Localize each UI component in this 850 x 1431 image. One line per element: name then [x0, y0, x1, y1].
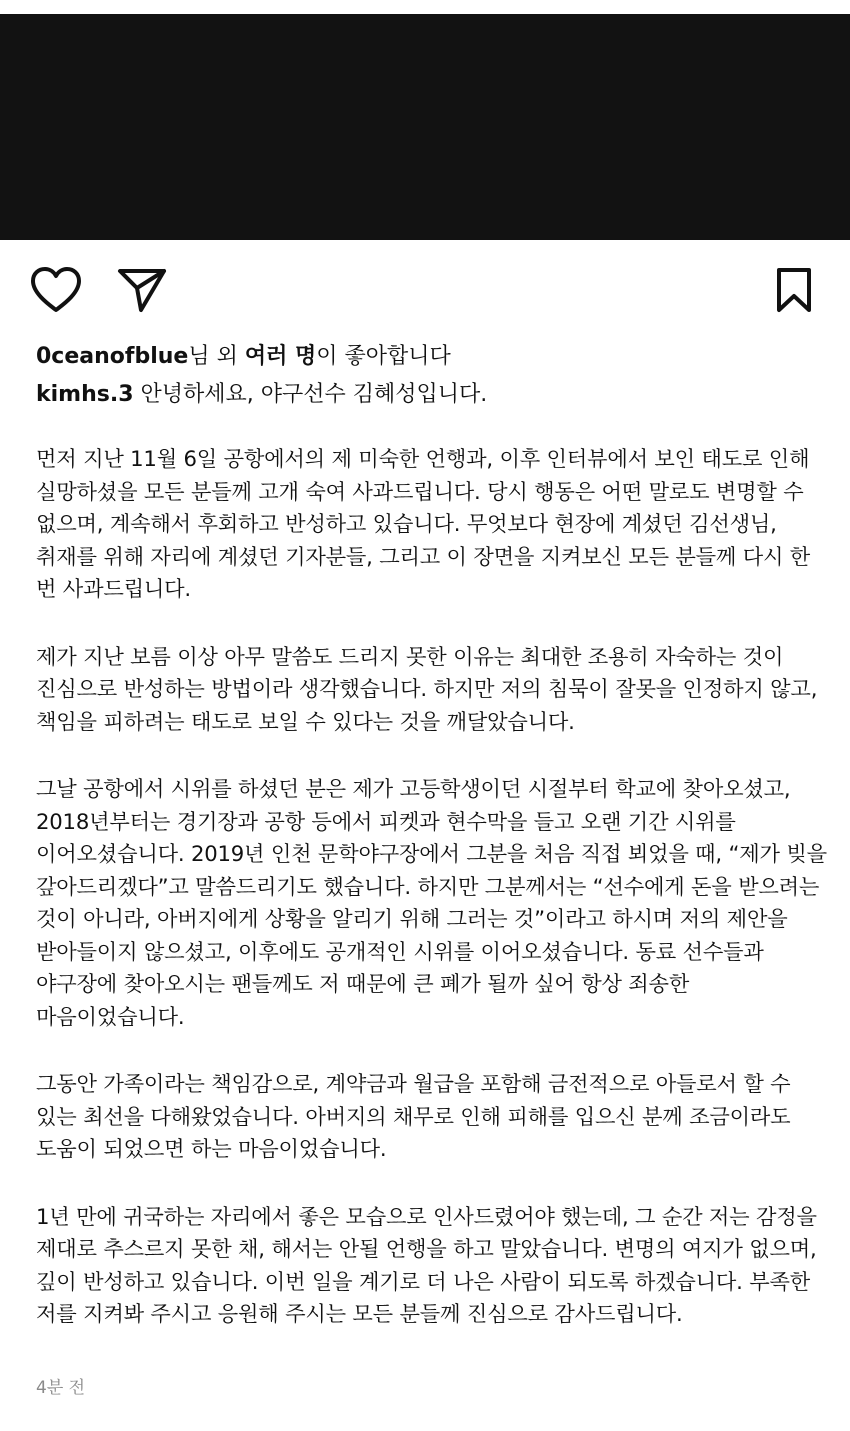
liked-by-tail: 이 좋아합니다 [316, 344, 451, 369]
liked-by-suffix: 님 외 [188, 344, 245, 369]
liked-by-others[interactable]: 여러 명 [244, 344, 317, 369]
paper-plane-icon [116, 266, 168, 314]
caption-body [36, 443, 828, 1366]
like-button[interactable] [28, 262, 84, 318]
share-button[interactable] [114, 262, 170, 318]
caption-first-line: 안녕하세요, 야구선수 김혜성입니다. [133, 382, 488, 407]
caption-header [36, 378, 826, 412]
caption-paragraph: 그날 공항에서 시위를 하셨던 분은 제가 고등학생이던 시절부터 학교에 찾아오셨고, 2018년부터는 경기장과 공항 등에서 피켓과 현수막을 들고 오랜 기간 시위를 이어오셨습니다. 2019년 인천 문학야구장에서 그분을 처음 직접 뵈었을 때, “제가 빚을 갚아드리겠다”고 말씀드리기도 했습니다. 하지만 그분께서는 “선수에게 돈을 받으려는 것이 아니라, 아버지에게 상황을 알리기 위해 그러는 것”이라고 하시며 저의 제안을 받아들이지 않으셨고, 이후에도 공개적인 시위를 이어오셨습니다. 동료 선수들과 야구장에 찾아오시는 팬들께도 저 때문에 큰 폐가 될까 싶어 항상 죄송한 마음이었습니다. [36, 776, 827, 1029]
caption-paragraph: 1년 만에 귀국하는 자리에서 좋은 모습으로 인사드렸어야 했는데, 그 순간 저는 감정을 제대로 추스르지 못한 채, 해서는 안될 언행을 하고 말았습니다. 변명의 여지가 없으며, 깊이 반성하고 있습니다. 이번 일을 계기로 더 나은 사람이 되도록 하겠습니다. 부족한 저를 지켜봐 주시고 응원해 주시는 모든 분들께 진심으로 감사드립니다. [36, 1203, 817, 1326]
post-image[interactable] [0, 14, 850, 240]
bookmark-icon [774, 266, 814, 314]
heart-icon [29, 265, 83, 315]
likes-summary [36, 340, 826, 374]
caption-paragraph: 그동안 가족이라는 책임감으로, 계약금과 월급을 포함해 금전적으로 아들로서 할 수 있는 최선을 다해왔었습니다. 아버지의 채무로 인해 피해를 입으신 분께 조금이라도 도움이 되었으면 하는 마음이었습니다. [36, 1071, 791, 1161]
caption-paragraph: 제가 지난 보름 이상 아무 말씀도 드리지 못한 이유는 최대한 조용히 자숙하는 것이 진심으로 반성하는 방법이라 생각했습니다. 하지만 저의 침묵이 잘못을 인정하지 않고, 책임을 피하려는 태도로 보일 수 있다는 것을 깨달았습니다. [36, 643, 818, 734]
action-bar [0, 262, 850, 322]
top-margin [0, 0, 850, 14]
save-button[interactable] [766, 262, 822, 318]
post-timestamp: 4분 전 [36, 1378, 86, 1398]
liked-by-username[interactable]: 0ceanofblue [36, 344, 189, 369]
author-username[interactable]: kimhs.3 [36, 382, 134, 407]
caption-paragraph: 먼저 지난 11월 6일 공항에서의 제 미숙한 언행과, 이후 인터뷰에서 보인 태도로 인해 실망하셨을 모든 분들께 고개 숙여 사과드립니다. 당시 행동은 어떤 말로도 변명할 수 없으며, 계속해서 후회하고 반성하고 있습니다. 무엇보다 현장에 계셨던 김선생님, 취재를 위해 자리에 계셨던 기자분들, 그리고 이 장면을 지켜보신 모든 분들께 다시 한 번 사과드립니다. [36, 446, 811, 601]
